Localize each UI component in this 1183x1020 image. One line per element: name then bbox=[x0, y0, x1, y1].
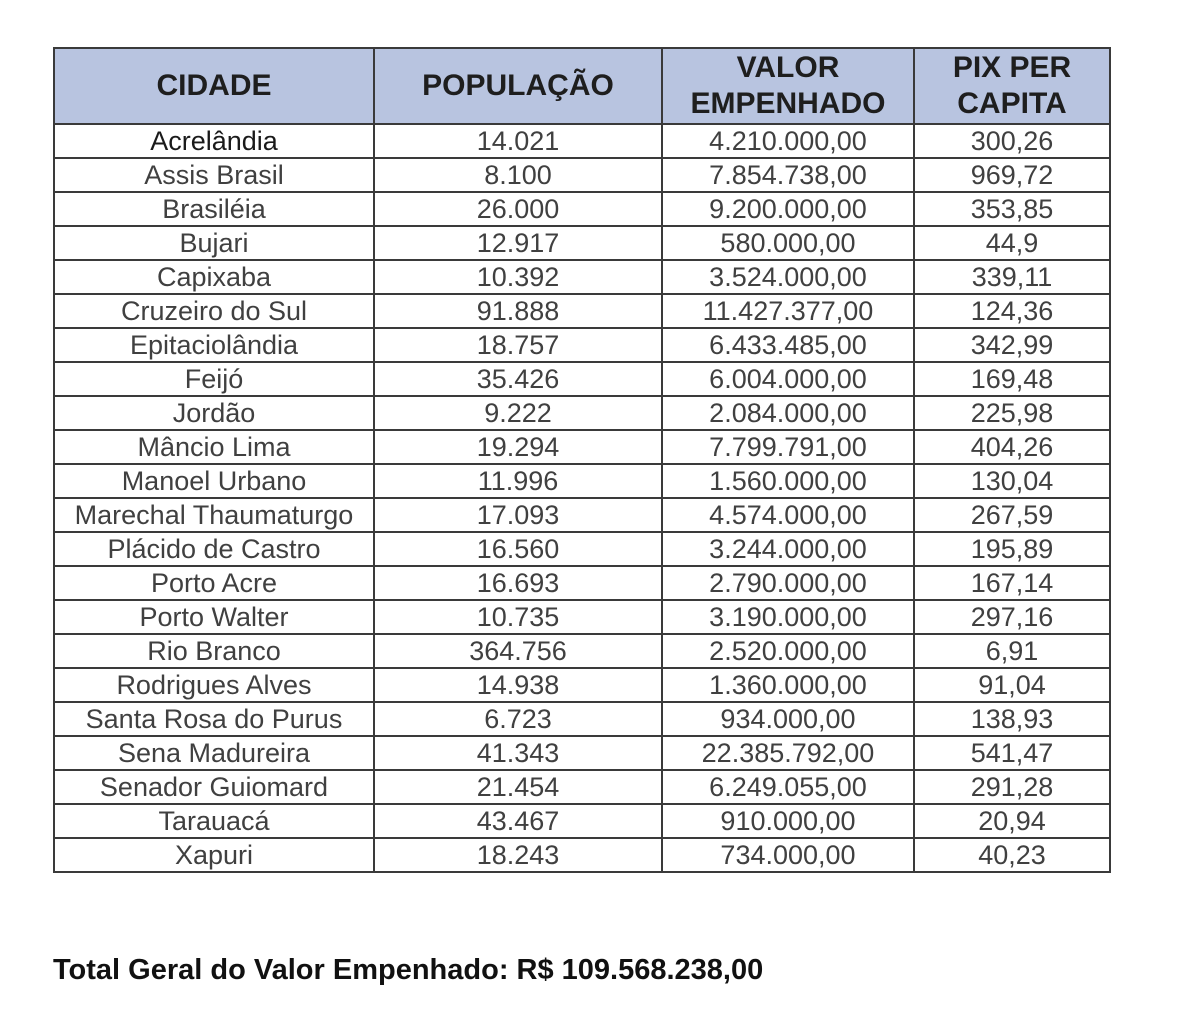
cell-populacao: 26.000 bbox=[374, 192, 662, 226]
table-row bbox=[54, 498, 1110, 532]
cell-valor-empenhado: 9.200.000,00 bbox=[662, 192, 914, 226]
cell-cidade: Cruzeiro do Sul bbox=[54, 294, 374, 328]
cell-cidade: Porto Acre bbox=[54, 566, 374, 600]
cell-cidade: Tarauacá bbox=[54, 804, 374, 838]
cell-pix-per-capita: 969,72 bbox=[914, 158, 1110, 192]
table-row bbox=[54, 600, 1110, 634]
cell-valor-empenhado: 934.000,00 bbox=[662, 702, 914, 736]
table-row bbox=[54, 430, 1110, 464]
cell-pix-per-capita: 44,9 bbox=[914, 226, 1110, 260]
cell-valor-empenhado: 580.000,00 bbox=[662, 226, 914, 260]
cell-pix-per-capita: 541,47 bbox=[914, 736, 1110, 770]
table-row bbox=[54, 362, 1110, 396]
cell-pix-per-capita: 353,85 bbox=[914, 192, 1110, 226]
table-row bbox=[54, 260, 1110, 294]
cell-valor-empenhado: 4.574.000,00 bbox=[662, 498, 914, 532]
cell-valor-empenhado: 2.084.000,00 bbox=[662, 396, 914, 430]
cell-populacao: 41.343 bbox=[374, 736, 662, 770]
cell-populacao: 8.100 bbox=[374, 158, 662, 192]
cell-populacao: 35.426 bbox=[374, 362, 662, 396]
table-row bbox=[54, 770, 1110, 804]
total-summary: Total Geral do Valor Empenhado: R$ 109.568.238,00 bbox=[53, 954, 764, 986]
cell-valor-empenhado: 734.000,00 bbox=[662, 838, 914, 872]
table-row bbox=[54, 736, 1110, 770]
cell-pix-per-capita: 300,26 bbox=[914, 124, 1110, 158]
cell-valor-empenhado: 3.244.000,00 bbox=[662, 532, 914, 566]
cell-pix-per-capita: 404,26 bbox=[914, 430, 1110, 464]
cell-cidade: Senador Guiomard bbox=[54, 770, 374, 804]
column-header-line: PIX PER bbox=[952, 51, 1072, 84]
cell-populacao: 12.917 bbox=[374, 226, 662, 260]
table-row bbox=[54, 226, 1110, 260]
table-row bbox=[54, 532, 1110, 566]
cell-cidade: Capixaba bbox=[54, 260, 374, 294]
cell-pix-per-capita: 20,94 bbox=[914, 804, 1110, 838]
table-row bbox=[54, 192, 1110, 226]
cell-pix-per-capita: 130,04 bbox=[914, 464, 1110, 498]
cell-cidade: Bujari bbox=[54, 226, 374, 260]
table-row bbox=[54, 294, 1110, 328]
cell-cidade: Porto Walter bbox=[54, 600, 374, 634]
table-row bbox=[54, 124, 1110, 158]
cell-valor-empenhado: 4.210.000,00 bbox=[662, 124, 914, 158]
table-row bbox=[54, 838, 1110, 872]
cell-pix-per-capita: 138,93 bbox=[914, 702, 1110, 736]
column-header-cidade bbox=[54, 48, 374, 124]
table-row bbox=[54, 702, 1110, 736]
cell-valor-empenhado: 3.524.000,00 bbox=[662, 260, 914, 294]
cell-populacao: 10.735 bbox=[374, 600, 662, 634]
cell-populacao: 6.723 bbox=[374, 702, 662, 736]
cell-pix-per-capita: 91,04 bbox=[914, 668, 1110, 702]
cell-valor-empenhado: 1.360.000,00 bbox=[662, 668, 914, 702]
table-row bbox=[54, 464, 1110, 498]
cell-populacao: 16.560 bbox=[374, 532, 662, 566]
cell-valor-empenhado: 6.004.000,00 bbox=[662, 362, 914, 396]
table-row bbox=[54, 158, 1110, 192]
cell-valor-empenhado: 7.799.791,00 bbox=[662, 430, 914, 464]
column-header-populacao bbox=[374, 48, 662, 124]
cell-pix-per-capita: 342,99 bbox=[914, 328, 1110, 362]
cell-cidade: Epitaciolândia bbox=[54, 328, 374, 362]
cell-populacao: 43.467 bbox=[374, 804, 662, 838]
cell-cidade: Sena Madureira bbox=[54, 736, 374, 770]
cell-valor-empenhado: 2.520.000,00 bbox=[662, 634, 914, 668]
cell-cidade: Rio Branco bbox=[54, 634, 374, 668]
cell-populacao: 14.021 bbox=[374, 124, 662, 158]
cell-cidade: Feijó bbox=[54, 362, 374, 396]
table-row bbox=[54, 566, 1110, 600]
cell-populacao: 9.222 bbox=[374, 396, 662, 430]
cell-cidade: Jordão bbox=[54, 396, 374, 430]
column-header-line: POPULAÇÃO bbox=[422, 69, 614, 102]
cell-pix-per-capita: 124,36 bbox=[914, 294, 1110, 328]
cell-populacao: 14.938 bbox=[374, 668, 662, 702]
cell-pix-per-capita: 291,28 bbox=[914, 770, 1110, 804]
cell-cidade: Marechal Thaumaturgo bbox=[54, 498, 374, 532]
cell-cidade: Acrelândia bbox=[54, 124, 374, 158]
cell-valor-empenhado: 22.385.792,00 bbox=[662, 736, 914, 770]
cell-cidade: Rodrigues Alves bbox=[54, 668, 374, 702]
cell-valor-empenhado: 11.427.377,00 bbox=[662, 294, 914, 328]
cell-populacao: 91.888 bbox=[374, 294, 662, 328]
table-body bbox=[54, 124, 1110, 872]
cell-pix-per-capita: 339,11 bbox=[914, 260, 1110, 294]
cell-populacao: 10.392 bbox=[374, 260, 662, 294]
column-header-line: CIDADE bbox=[156, 69, 272, 102]
cell-valor-empenhado: 2.790.000,00 bbox=[662, 566, 914, 600]
cell-pix-per-capita: 167,14 bbox=[914, 566, 1110, 600]
cell-populacao: 18.243 bbox=[374, 838, 662, 872]
table-row bbox=[54, 634, 1110, 668]
cell-pix-per-capita: 40,23 bbox=[914, 838, 1110, 872]
cell-cidade: Mâncio Lima bbox=[54, 430, 374, 464]
municipal-values-table bbox=[53, 47, 1111, 873]
cell-valor-empenhado: 6.433.485,00 bbox=[662, 328, 914, 362]
cell-valor-empenhado: 3.190.000,00 bbox=[662, 600, 914, 634]
column-header-line: VALOR bbox=[736, 51, 840, 84]
cell-pix-per-capita: 6,91 bbox=[914, 634, 1110, 668]
cell-populacao: 17.093 bbox=[374, 498, 662, 532]
cell-cidade: Xapuri bbox=[54, 838, 374, 872]
cell-populacao: 18.757 bbox=[374, 328, 662, 362]
cell-pix-per-capita: 195,89 bbox=[914, 532, 1110, 566]
cell-populacao: 19.294 bbox=[374, 430, 662, 464]
cell-cidade: Manoel Urbano bbox=[54, 464, 374, 498]
table-row bbox=[54, 668, 1110, 702]
cell-populacao: 364.756 bbox=[374, 634, 662, 668]
cell-pix-per-capita: 169,48 bbox=[914, 362, 1110, 396]
table-header-row bbox=[54, 48, 1110, 124]
cell-valor-empenhado: 7.854.738,00 bbox=[662, 158, 914, 192]
column-header-line: CAPITA bbox=[957, 87, 1067, 120]
cell-pix-per-capita: 297,16 bbox=[914, 600, 1110, 634]
cell-cidade: Assis Brasil bbox=[54, 158, 374, 192]
cell-cidade: Brasiléia bbox=[54, 192, 374, 226]
cell-pix-per-capita: 267,59 bbox=[914, 498, 1110, 532]
cell-valor-empenhado: 910.000,00 bbox=[662, 804, 914, 838]
cell-pix-per-capita: 225,98 bbox=[914, 396, 1110, 430]
table-row bbox=[54, 328, 1110, 362]
cell-cidade: Plácido de Castro bbox=[54, 532, 374, 566]
cell-valor-empenhado: 6.249.055,00 bbox=[662, 770, 914, 804]
table-row bbox=[54, 396, 1110, 430]
cell-populacao: 21.454 bbox=[374, 770, 662, 804]
cell-populacao: 11.996 bbox=[374, 464, 662, 498]
column-header-valor-empenhado bbox=[662, 48, 914, 124]
cell-populacao: 16.693 bbox=[374, 566, 662, 600]
column-header-line: EMPENHADO bbox=[690, 87, 886, 120]
column-header-pix-per-capita bbox=[914, 48, 1110, 124]
table-row bbox=[54, 804, 1110, 838]
cell-cidade: Santa Rosa do Purus bbox=[54, 702, 374, 736]
cell-valor-empenhado: 1.560.000,00 bbox=[662, 464, 914, 498]
